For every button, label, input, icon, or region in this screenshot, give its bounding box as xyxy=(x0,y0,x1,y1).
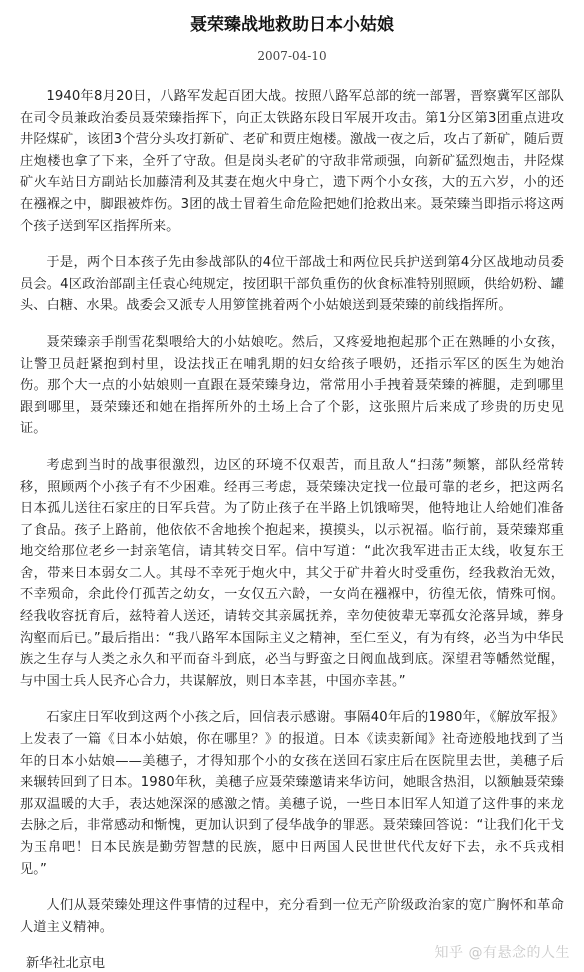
article-paragraph-2: 于是，两个日本孩子先由参战部队的4位干部战士和两位民兵护送到第4分区战地动员委员会。4区政治部副主任袁心纯规定，按团职干部负重伤的伙食标准特别照顾，供给奶粉、罐头、白糖、水果。战委会又派专人用箩筐挑着两个小姑娘送到聂荣臻的前线指挥所。 xyxy=(20,255,564,314)
article-paragraph-5: 石家庄日军收到这两个小孩之后，回信表示感谢。事隔40年后的1980年，《解放军报》上发表了一篇《日本小姑娘，你在哪里？》的报道。日本《读卖新闻》社奇迹般地找到了当年的日本小姑娘——美穗子，才得知那个小的女孩在送回石家庄后在医院里去世，美穗子后来辗转回到了日本。1980年秋，美穗子应聂荣臻邀请来华访问，她眼含热泪，以额触聂荣臻那双温暖的大手，表达她深深的感激之情。美穗子说，一些日本旧军人知道了这件事的来龙去脉之后，非常感动和惭愧，更加认识到了侵华战争的罪恶。聂荣臻回答说：“让我们化干戈为玉帛吧！日本民族是勤劳智慧的民族，愿中日两国人民世世代代友好下去，永不兵戎相见。” xyxy=(20,710,564,877)
article-title: 聂荣臻战地救助日本小姑娘 xyxy=(190,15,394,35)
article-date: 2007-04-10 xyxy=(257,49,327,63)
article-paragraph-6: 人们从聂荣臻处理这件事情的过程中，充分看到一位无产阶级政治家的宽广胸怀和革命人道主义精神。 xyxy=(20,898,564,935)
zhihu-watermark: 知乎 @有悬念的人生 xyxy=(434,945,570,961)
article-signature: 新华社北京电 xyxy=(26,956,106,972)
article-body xyxy=(20,86,564,938)
article-paragraph-3: 聂荣臻亲手削雪花梨喂给大的小姑娘吃。然后，又疼爱地抱起那个正在熟睡的小女孩，让警卫员赶紧抱到村里，设法找正在哺乳期的妇女给孩子喂奶，还指示军区的医生为她治伤。那个大一点的小姑娘则一直跟在聂荣臻身边，常常用小手拽着聂荣臻的裤腿，走到哪里跟到哪里，聂荣臻还和她在指挥所外的土场上合了个影，这张照片后来成了珍贵的历史见证。 xyxy=(20,334,564,437)
article-paragraph-4: 考虑到当时的战事很激烈，边区的环境不仅艰苦，而且敌人“扫荡”频繁，部队经常转移，照顾两个小孩子有不少困难。经再三考虑，聂荣臻决定找一位最可靠的老乡，把这两名日本孤儿送往石家庄的日军兵营。为了防止孩子在半路上饥饿啼哭，他特地让人给她们准备了食品。孩子上路前，他依依不舍地挨个抱起来，摸摸头，以示祝福。临行前，聂荣臻郑重地交给那位老乡一封亲笔信，请其转交日军。信中写道：“此次我军进击正太线，收复东王舍，带来日本弱女二人。其母不幸死于炮火中，其父于矿井着火时受重伤，经我救治无效，不幸殒命，余此伶仃孤苦之幼女，一女仅五六龄，一女尚在襁褓中，彷徨无依，情殊可悯。经我收容抚育后，兹特着人送还，请转交其亲属抚养，幸勿使彼辈无辜孤女沦落异域，葬身沟壑而后已。”最后指出：“我八路军本国际主义之精神，至仁至义，有为有终，必当为中华民族之生存与人类之永久和平而奋斗到底，必当与野蛮之日阀血战到底。深望君等幡然觉醒，与中国士兵人民齐心合力，共谋解放，则日本幸甚，中国亦幸甚。” xyxy=(20,457,564,689)
article-paragraph-1: 1940年8月20日，八路军发起百团大战。按照八路军总部的统一部署，晋察冀军区部队在司令员兼政治委员聂荣臻指挥下，向正太铁路东段日军展开攻击。第1分区第3团重点进攻井陉煤矿，该团3个营分头攻打新矿、老矿和贾庄炮楼。激战一夜之后，攻占了新矿，随后贾庄炮楼也拿了下来，全歼了守敌。但是岗头老矿的守敌非常顽强，向新矿猛烈炮击，井陉煤矿火车站日方副站长加藤清利及其妻在炮火中身亡，遗下两个小女孩，大的五六岁，小的还在襁褓之中，脚跟被炸伤。3团的战士冒着生命危险把她们抢救出来。聂荣臻当即指示将这两个孩子送到军区指挥所来。 xyxy=(20,89,564,234)
